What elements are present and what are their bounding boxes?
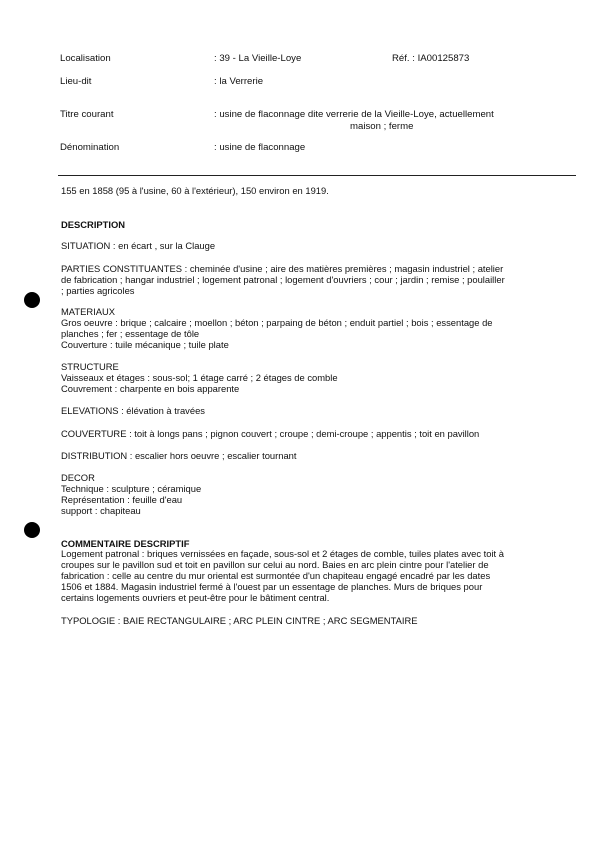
materiaux-heading: MATERIAUX [61, 306, 115, 317]
header-divider [58, 175, 576, 176]
intro-text: 155 en 1858 (95 à l'usine, 60 à l'extérieur), 150 environ en 1919. [61, 185, 329, 196]
lieudit-value: : la Verrerie [214, 76, 264, 87]
structure-block [61, 362, 539, 395]
parties-line2: de fabrication ; hangar industriel ; logement patronal ; logement d'ouvriers ; cour ; jardin ; remise ; poulailler [61, 273, 505, 285]
materiaux-block [61, 307, 539, 351]
parties-constituantes [61, 264, 539, 297]
structure-line2: Couvrement : charpente en bois apparente [61, 382, 240, 394]
decor-heading: DECOR [61, 472, 95, 483]
elevations-text: ELEVATIONS : élévation à travées [61, 405, 205, 416]
decor-line2: Représentation : feuille d'eau [61, 493, 183, 505]
commentaire-text [61, 549, 539, 604]
commentaire-line5: certains logements ouvriers et peut-être pour le bâtiment central. [61, 591, 330, 603]
parties-line1: PARTIES CONSTITUANTES : cheminée d'usine ; aire des matières premières ; magasin industriel ; atelier [61, 263, 504, 274]
situation-text: SITUATION : en écart , sur la Clauge [61, 240, 216, 251]
lieudit-label: Lieu-dit [60, 76, 92, 87]
commentaire-line2: croupes sur le pavillon sud et toit en pavillon sur celui au nord. Baies en arc plein cintre pour l'atelier de [61, 558, 489, 570]
titre-value-line1: : usine de flaconnage dite verrerie de la Vieille-Loye, actuellement [214, 109, 494, 120]
punch-hole-lower [24, 522, 40, 538]
materiaux-line1: Gros oeuvre : brique ; calcaire ; moellon ; béton ; parpaing de béton ; enduit partiel ; bois ; essentage de [61, 316, 493, 328]
materiaux-line2: planches ; fer ; essentage de tôle [61, 327, 200, 339]
parties-line3: ; parties agricoles [61, 284, 135, 296]
commentaire-line1: Logement patronal : briques vernissées en façade, sous-sol et 2 étages de comble, tuiles plates avec toit à [61, 548, 504, 559]
localisation-value: : 39 - La Vieille-Loye [214, 53, 302, 64]
localisation-label: Localisation [60, 53, 111, 64]
typologie-text: TYPOLOGIE : BAIE RECTANGULAIRE ; ARC PLEIN CINTRE ; ARC SEGMENTAIRE [61, 615, 418, 626]
structure-line1: Vaisseaux et étages : sous-sol; 1 étage carré ; 2 étages de comble [61, 371, 338, 383]
structure-heading: STRUCTURE [61, 361, 119, 372]
punch-hole-upper [24, 292, 40, 308]
decor-block [61, 473, 539, 517]
couverture-text: COUVERTURE : toit à longs pans ; pignon couvert ; croupe ; demi-croupe ; appentis ; toit en pavillon [61, 428, 480, 439]
reference-number: Réf. : IA00125873 [392, 53, 470, 64]
denomination-value: : usine de flaconnage [214, 142, 306, 153]
description-heading: DESCRIPTION [61, 219, 126, 230]
denomination-label: Dénomination [60, 142, 120, 153]
commentaire-heading: COMMENTAIRE DESCRIPTIF [61, 538, 190, 549]
titre-label: Titre courant [60, 109, 114, 120]
commentaire-line4: 1506 et 1884. Magasin industriel fermé à l'ouest par un essentage de planches. Murs de briques pour [61, 580, 483, 592]
titre-value-line2: maison ; ferme [350, 121, 414, 132]
commentaire-line3: fabrication : celle au centre du mur oriental est surmontée d'un chapiteau engagé encadré par les dates [61, 569, 491, 581]
materiaux-line3: Couverture : tuile mécanique ; tuile plate [61, 338, 229, 350]
distribution-text: DISTRIBUTION : escalier hors oeuvre ; escalier tournant [61, 450, 297, 461]
decor-line1: Technique : sculpture ; céramique [61, 482, 202, 494]
decor-line3: support : chapiteau [61, 504, 141, 516]
